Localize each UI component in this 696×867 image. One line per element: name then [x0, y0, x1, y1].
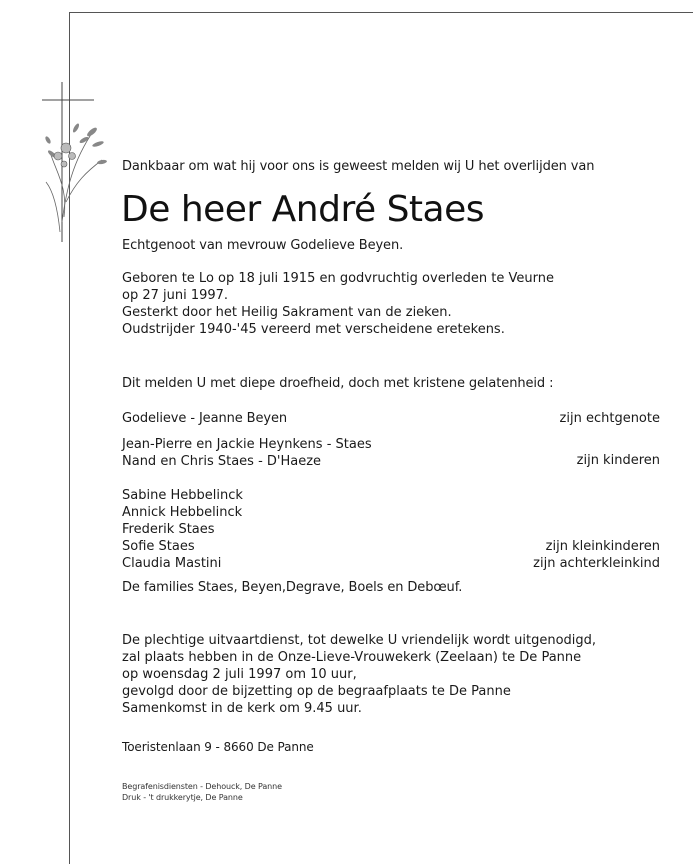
- service-line: gevolgd door de bijzetting op de begraafplaats te De Panne: [122, 684, 511, 699]
- service-line: op woensdag 2 juli 1997 om 10 uur,: [122, 667, 357, 682]
- bio-line: Oudstrijder 1940-'45 vereerd met verscheidene eretekens.: [122, 322, 505, 337]
- cross-with-flowers-icon: [42, 82, 112, 242]
- spouse-line: Echtgenoot van mevrouw Godelieve Beyen.: [122, 238, 404, 253]
- great-grandchild-name: Claudia Mastini: [122, 556, 222, 571]
- address: Toeristenlaan 9 - 8660 De Panne: [122, 740, 314, 754]
- intro-text: Dankbaar om wat hij voor ons is geweest melden wij U het overlijden van: [122, 159, 595, 174]
- child-name: Nand en Chris Staes - D'Haeze: [122, 454, 322, 469]
- grandchild-name: Sabine Hebbelinck: [122, 488, 243, 503]
- children-list: [122, 436, 372, 470]
- grandchild-name: Frederik Staes: [122, 522, 215, 537]
- great-grandchild-role: zijn achterkleinkind: [533, 556, 660, 571]
- footer-undertaker: Begrafenisdiensten - Dehouck, De Panne: [122, 782, 282, 791]
- bio-line: Geboren te Lo op 18 juli 1915 en godvruchtig overleden te Veurne: [122, 271, 554, 286]
- spouse-name: Godelieve - Jeanne Beyen: [122, 411, 288, 426]
- announcement: Dit melden U met diepe droefheid, doch met kristene gelatenheid :: [122, 376, 554, 391]
- bio-line: op 27 juni 1997.: [122, 288, 229, 303]
- children-role: zijn kinderen: [576, 453, 660, 468]
- grandchildren-list: [122, 487, 243, 572]
- grandchild-name: Sofie Staes: [122, 539, 195, 554]
- grandchild-name: Annick Hebbelinck: [122, 505, 243, 520]
- deceased-name: De heer André Staes: [121, 189, 484, 230]
- service-line: zal plaats hebben in de Onze-Lieve-Vrouwekerk (Zeelaan) te De Panne: [122, 650, 582, 665]
- footer-printer: Druk - 't drukkerytje, De Panne: [122, 793, 243, 802]
- service-details: [122, 632, 596, 717]
- bio-line: Gesterkt door het Heilig Sakrament van de zieken.: [122, 305, 452, 320]
- service-line: De plechtige uitvaartdienst, tot dewelke U vriendelijk wordt uitgenodigd,: [122, 633, 597, 648]
- families-line: De families Staes, Beyen,Degrave, Boels en Debœuf.: [122, 580, 463, 595]
- spouse-role: zijn echtgenote: [559, 411, 660, 426]
- child-name: Jean-Pierre en Jackie Heynkens - Staes: [122, 437, 372, 452]
- service-line: Samenkomst in de kerk om 9.45 uur.: [122, 701, 362, 716]
- biography: [122, 270, 554, 338]
- grandchildren-role: zijn kleinkinderen: [545, 539, 660, 554]
